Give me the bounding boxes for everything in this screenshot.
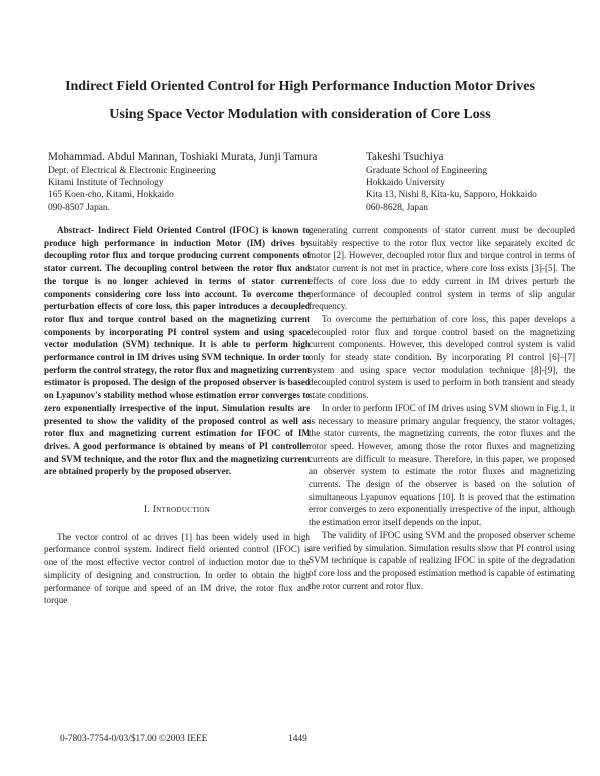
page-number: 1449 (288, 734, 307, 744)
copyright-notice: 0-7803-7754-0/03/$17.00 ©2003 IEEE (60, 734, 208, 744)
abstract (44, 224, 310, 478)
author-postal-1: 090-8507 Japan. (48, 202, 110, 213)
body-paragraph-4: The validity of IFOC using SVM and the proposed observer scheme are verified by simulation. Simulation results show that PI control using SVM technique is capable of realizing IFOC in spite of the degradation of core loss and the proposed estimation method is capable of estimating the rotor current and rotor flux. (309, 529, 575, 591)
author-address-2: Kita 13, Nishi 8, Kita-ku, Sapporo, Hokkaido (366, 190, 537, 201)
intro-paragraph-1: The vector control of ac drives [1] has been widely used in high performance control system. Indirect field oriented control (IFOC) is one of the most effective vector control of induction motor due to the simplicity of designing and construction. In order to obtain the high performance of torque and speed of an IM drive, the rotor flux and torque (44, 531, 310, 606)
author-dept-2: Graduate School of Engineering (366, 166, 488, 176)
author-block-1 (48, 150, 338, 214)
right-column (309, 224, 575, 592)
section-numeral: I. (143, 504, 151, 516)
author-names-2: Takeshi Tsuchiya (366, 151, 444, 163)
author-dept-1: Dept. of Electrical & Electronic Engineering (48, 166, 216, 176)
paper-title-line-2: Using Space Vector Modulation with consideration of Core Loss (109, 107, 491, 122)
section-heading-introduction (44, 504, 310, 517)
left-column (44, 224, 310, 607)
body-paragraph-1: generating current components of stator current must be decoupled suitably respective to the rotor flux vector like separately excited dc motor [2]. However, decoupled rotor flux and torque control in terms of stator current is not met in practice, where core loss exists [3]-[5]. The effects of core loss due to eddy current in IM drives perturb the performance of decoupled control system in terms of slip angular frequency. (309, 225, 575, 312)
author-names-1: Mohammad. Abdul Mannan, Toshiaki Murata, Junji Tamura (48, 151, 318, 163)
author-institute-1: Kitami Institute of Technology (48, 178, 164, 189)
body-paragraph-2: To overcome the perturbation of core loss, this paper develops a decoupled rotor flux and torque control based on the magnetizing current components. However, this developed control system is valid only for steady state condition. By incorporating PI control [6]–[7] system and using space vector modulation technique [8]-[9], the decoupled control system is used to perform in both transient and steady state conditions. (309, 313, 575, 401)
author-institute-2: Hokkaido University (366, 178, 445, 189)
paper-title-line-1: Indirect Field Oriented Control for High Performance Induction Motor Drives (65, 79, 535, 94)
author-postal-2: 060-8628, Japan (366, 202, 428, 213)
author-address-1: 165 Koen-cho, Kitami, Hokkaido (48, 190, 174, 201)
author-block-2 (366, 150, 576, 214)
abstract-text: Abstract- Indirect Field Oriented Control (IFOC) is known to produce high performance in induction Motor (IM) drives by decoupling rotor flux and torque producing current components of stator current. The decoupling control between the rotor flux and the torque is no longer achieved in terms of stator current components considering core loss into account. To overcome the perturbation effects of core loss, this paper introduces a decoupled rotor flux and torque control based on the magnetizing current components by incorporating PI control system and using space vector modulation (SVM) technique. It is able to perform high performance control in IM drives using SVM technique. In order to perform the control strategy, the rotor flux and magnetizing current estimator is proposed. The design of the proposed observer is based on Lyapunov's stability method whose estimation error converges to zero exponentially irrespective of the input. Simulation results are presented to show the validity of the proposed control as well as rotor flux and magnetizing current estimation for IFOC of IM drives. A good performance is obtained by means of PI controller and SVM technique, and the rotor flux and the magnetizing current are obtained properly by the proposed observer. (44, 225, 310, 477)
body-paragraph-3: In order to perform IFOC of IM drives using SVM shown in Fig.1, it is necessary to measure primary angular frequency, the stator voltages, the stator currents, the magnetizing currents, the rotor fluxes and the rotor speed. However, among those the rotor fluxes and magnetizing currents are difficult to measure. Therefore, in this paper, we proposed an observer system to estimate the rotor fluxes and magnetizing currents. The design of the observer is based on the solution of simultaneous Lyapunov equations [10]. It is proved that the estimation error converges to zero exponentially irrespective of the input, although the estimation error itself depends on the input. (309, 402, 575, 528)
section-title: Introduction (152, 504, 211, 516)
